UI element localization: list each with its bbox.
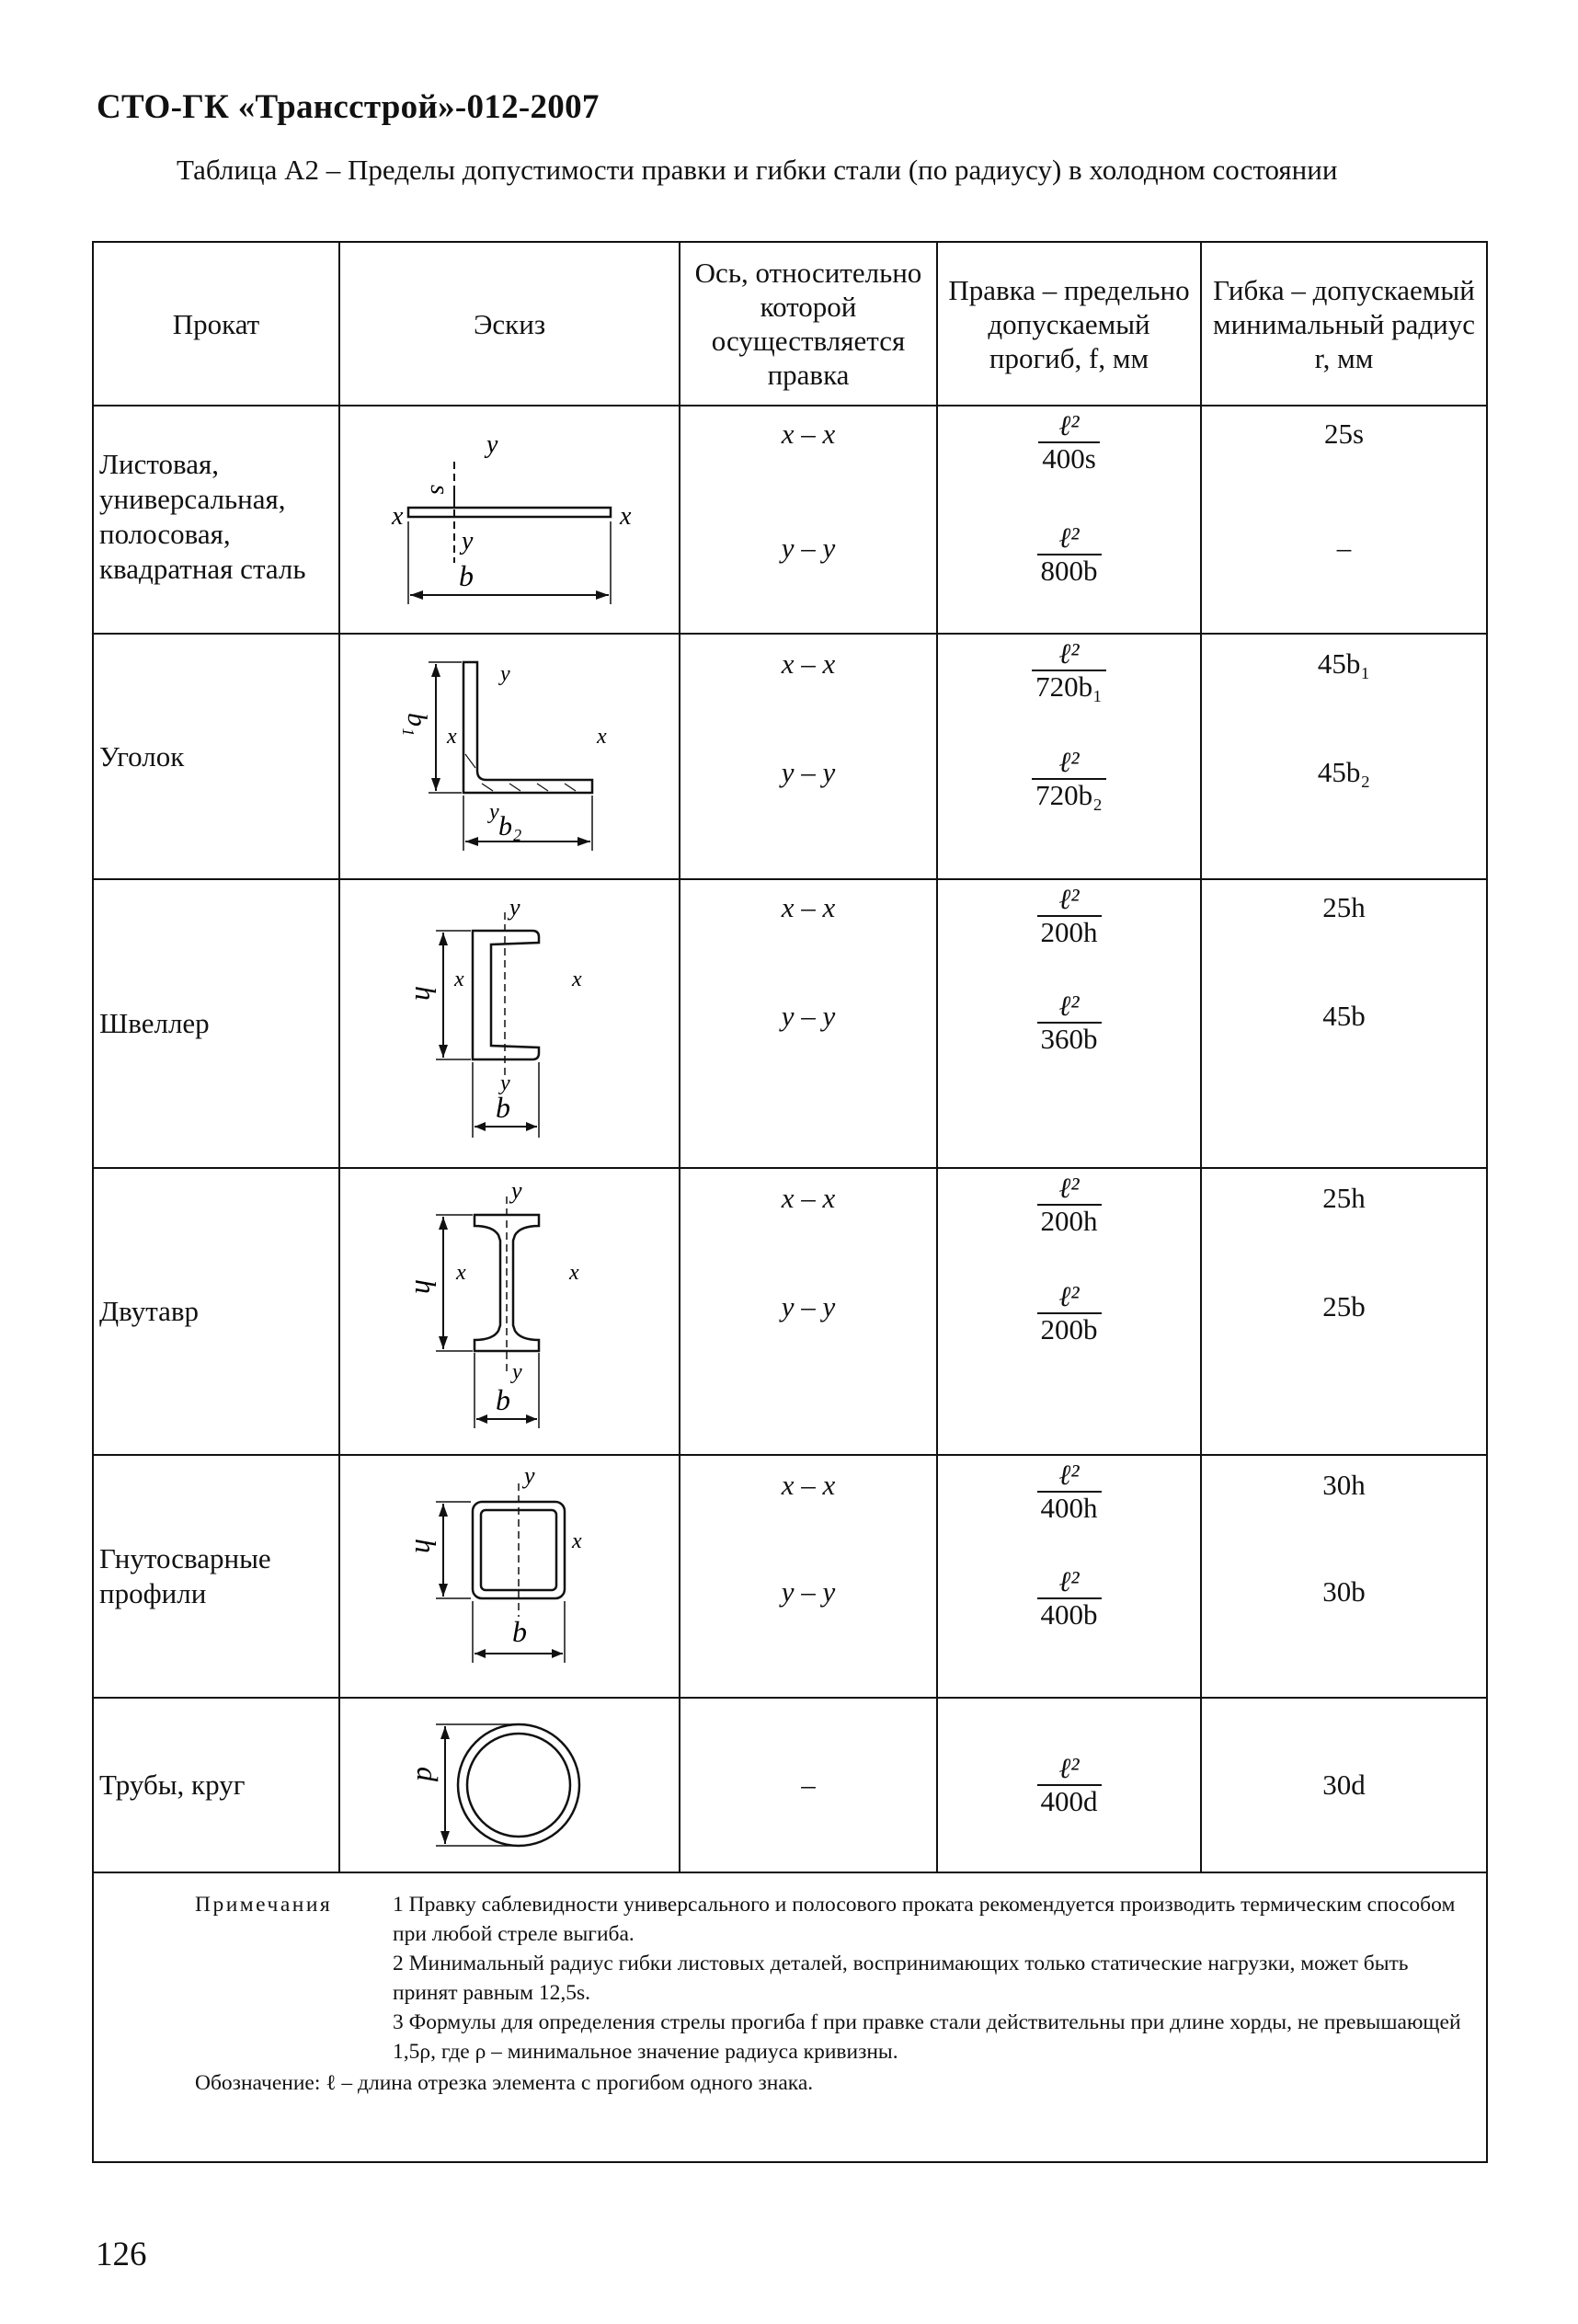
page-number: 126 <box>96 2236 147 2273</box>
rolled-product-name: Уголок <box>93 634 339 879</box>
table-row <box>93 1455 1487 1698</box>
sketch-cell <box>339 1698 680 1872</box>
bending-radius: 45b₂ <box>1317 756 1371 788</box>
axis-value: y – y <box>781 1290 836 1322</box>
svg-text:y: y <box>489 800 499 824</box>
deflection-formula: $\frac{\text{ℓ²}}{200b}$ <box>1037 1281 1102 1345</box>
table-caption: Таблица А2 – Пределы допустимости правки и гибки стали (по радиусу) в холодном состоянии <box>177 154 1338 186</box>
svg-text:b: b <box>512 1615 527 1648</box>
column-header-bending: Гибка – допускаемый минимальный радиус r, мм <box>1201 242 1487 406</box>
straightening-cell <box>937 1698 1201 1872</box>
axis-cell <box>680 1168 937 1455</box>
table-row <box>93 634 1487 879</box>
deflection-formula: $\frac{\text{ℓ²}}{400b}$ <box>1037 1566 1102 1631</box>
rolled-product-name: Листовая, универсальная, полосовая, квадратная сталь <box>93 406 339 634</box>
svg-text:b: b <box>496 1091 510 1124</box>
svg-text:y: y <box>524 1462 535 1489</box>
table-row <box>93 1698 1487 1872</box>
notes-label: Примечания <box>195 1893 333 1917</box>
bending-radius: – <box>1336 532 1352 564</box>
svg-text:y: y <box>462 527 474 555</box>
bending-radius: 25h <box>1322 1182 1366 1214</box>
svg-text:b: b <box>459 559 474 592</box>
bending-radius: 45b₁ <box>1317 647 1371 680</box>
svg-text:h: h <box>409 1279 442 1294</box>
notes-row <box>93 1872 1487 2162</box>
table-row <box>93 406 1487 634</box>
svg-text:d: d <box>411 1767 444 1781</box>
svg-text:h: h <box>409 986 442 1001</box>
note-item: 1 Правку саблевидности универсального и полосового проката рекомендуется производить термическим способом при любой стреле выгиба. <box>393 1893 1456 1946</box>
deflection-formula: $\frac{\text{ℓ²}}{\text{720b₁}}$ <box>1032 638 1106 703</box>
notes-cell <box>93 1872 1487 2162</box>
svg-text:y: y <box>500 662 510 686</box>
axis-value: y – y <box>781 1000 836 1032</box>
svg-text:x: x <box>569 1261 579 1285</box>
document-code-header: СТО-ГК «Трансстрой»-012-2007 <box>97 88 600 126</box>
svg-text:b₂: b₂ <box>498 811 522 841</box>
straightening-cell <box>937 1168 1201 1455</box>
axis-value: y – y <box>781 756 836 788</box>
straightening-cell <box>937 1455 1201 1698</box>
svg-text:x: x <box>572 1529 582 1553</box>
svg-text:y: y <box>486 430 498 459</box>
axis-cell <box>680 1455 937 1698</box>
column-header-sketch: Эскиз <box>339 242 680 406</box>
channel-section-icon <box>344 880 675 1156</box>
deflection-formula: $\frac{\text{ℓ²}}{800b}$ <box>1037 522 1102 587</box>
rolled-product-name: Гнутосварные профили <box>93 1455 339 1698</box>
bending-cell <box>1201 879 1487 1168</box>
svg-text:x: x <box>392 502 404 531</box>
axis-value: y – y <box>781 1575 836 1608</box>
box-section-icon <box>344 1456 675 1690</box>
bending-cell <box>1201 634 1487 879</box>
axis-value: x – x <box>781 418 836 450</box>
deflection-formula: $\frac{\text{ℓ²}}{400h}$ <box>1037 1460 1102 1524</box>
svg-text:x: x <box>456 1261 466 1285</box>
angle-section-icon <box>344 635 675 874</box>
table-row <box>93 1168 1487 1455</box>
svg-text:y: y <box>500 1071 510 1095</box>
note-item: 3 Формулы для определения стрелы прогиба f при правке стали действительны при длине хорды, не превышающей 1,5ρ, где ρ – минимальное значение радиуса кривизны. <box>393 2010 1461 2064</box>
i-beam-section-icon <box>344 1169 675 1445</box>
svg-text:x: x <box>447 725 457 749</box>
axis-value: x – x <box>781 1469 836 1501</box>
rolled-product-name: Трубы, круг <box>93 1698 339 1872</box>
bending-radius: 25h <box>1322 891 1366 923</box>
note-item: 2 Минимальный радиус гибки листовых деталей, воспринимающих только статические нагрузки, может быть принят равным 12,5s. <box>393 1952 1409 2005</box>
svg-text:y: y <box>511 1177 522 1204</box>
bending-radius: 45b <box>1322 1000 1366 1032</box>
axis-value: – <box>801 1769 816 1801</box>
deflection-formula: $\frac{\text{ℓ²}}{200h}$ <box>1037 884 1102 948</box>
bending-radius: 30d <box>1322 1769 1366 1801</box>
axis-cell <box>680 879 937 1168</box>
rolled-product-name: Швеллер <box>93 879 339 1168</box>
column-header-straightening: Правка – предельно допускаемый прогиб, f, мм <box>937 242 1201 406</box>
svg-text:x: x <box>620 502 632 531</box>
deflection-formula: $\frac{\text{ℓ²}}{400d}$ <box>1037 1753 1102 1817</box>
deflection-formula: $\frac{\text{ℓ²}}{\text{720b₂}}$ <box>1032 747 1106 811</box>
svg-text:x: x <box>597 725 607 749</box>
straightening-cell <box>937 879 1201 1168</box>
bending-radius: 30h <box>1322 1469 1366 1501</box>
axis-value: y – y <box>781 532 836 564</box>
sketch-cell <box>339 634 680 879</box>
axis-value: x – x <box>781 1182 836 1214</box>
axis-cell <box>680 634 937 879</box>
bending-cell <box>1201 1698 1487 1872</box>
svg-text:y: y <box>512 1360 522 1384</box>
straightening-cell <box>937 406 1201 634</box>
deflection-formula: $\frac{\text{ℓ²}}{200h}$ <box>1037 1173 1102 1237</box>
rolled-product-name: Двутавр <box>93 1168 339 1455</box>
bending-cell <box>1201 406 1487 634</box>
bending-cell <box>1201 1168 1487 1455</box>
straightening-cell <box>937 634 1201 879</box>
svg-text:y: y <box>509 894 520 921</box>
deflection-formula: $\frac{\text{ℓ²}}{360b}$ <box>1037 990 1102 1055</box>
sketch-cell <box>339 1168 680 1455</box>
sketch-cell <box>339 1455 680 1698</box>
notation-legend: Обозначение: ℓ – длина отрезка элемента с прогибом одного знака. <box>195 2071 814 2095</box>
svg-text:s: s <box>425 485 453 495</box>
table-row <box>93 879 1487 1168</box>
axis-cell <box>680 1698 937 1872</box>
axis-cell <box>680 406 937 634</box>
bending-radius: 25s <box>1323 418 1365 450</box>
axis-value: x – x <box>781 891 836 923</box>
bending-cell <box>1201 1455 1487 1698</box>
flat-plate-section-icon <box>344 406 675 627</box>
sketch-cell <box>339 879 680 1168</box>
bending-radius: 30b <box>1322 1575 1366 1608</box>
pipe-section-icon <box>344 1702 675 1868</box>
straightening-bending-table <box>92 241 1488 2163</box>
svg-text:b₁: b₁ <box>402 713 432 737</box>
axis-value: x – x <box>781 647 836 680</box>
svg-text:x: x <box>572 967 582 991</box>
deflection-formula: $\frac{\text{ℓ²}}{400s}$ <box>1038 410 1100 475</box>
bending-radius: 25b <box>1322 1290 1366 1322</box>
table-header-row <box>93 242 1487 406</box>
svg-text:b: b <box>496 1383 510 1416</box>
column-header-axis: Ось, относительно которой осуществляется правка <box>680 242 937 406</box>
sketch-cell <box>339 406 680 634</box>
column-header-prokat: Прокат <box>93 242 339 406</box>
svg-text:x: x <box>454 967 464 991</box>
svg-text:h: h <box>409 1539 442 1553</box>
